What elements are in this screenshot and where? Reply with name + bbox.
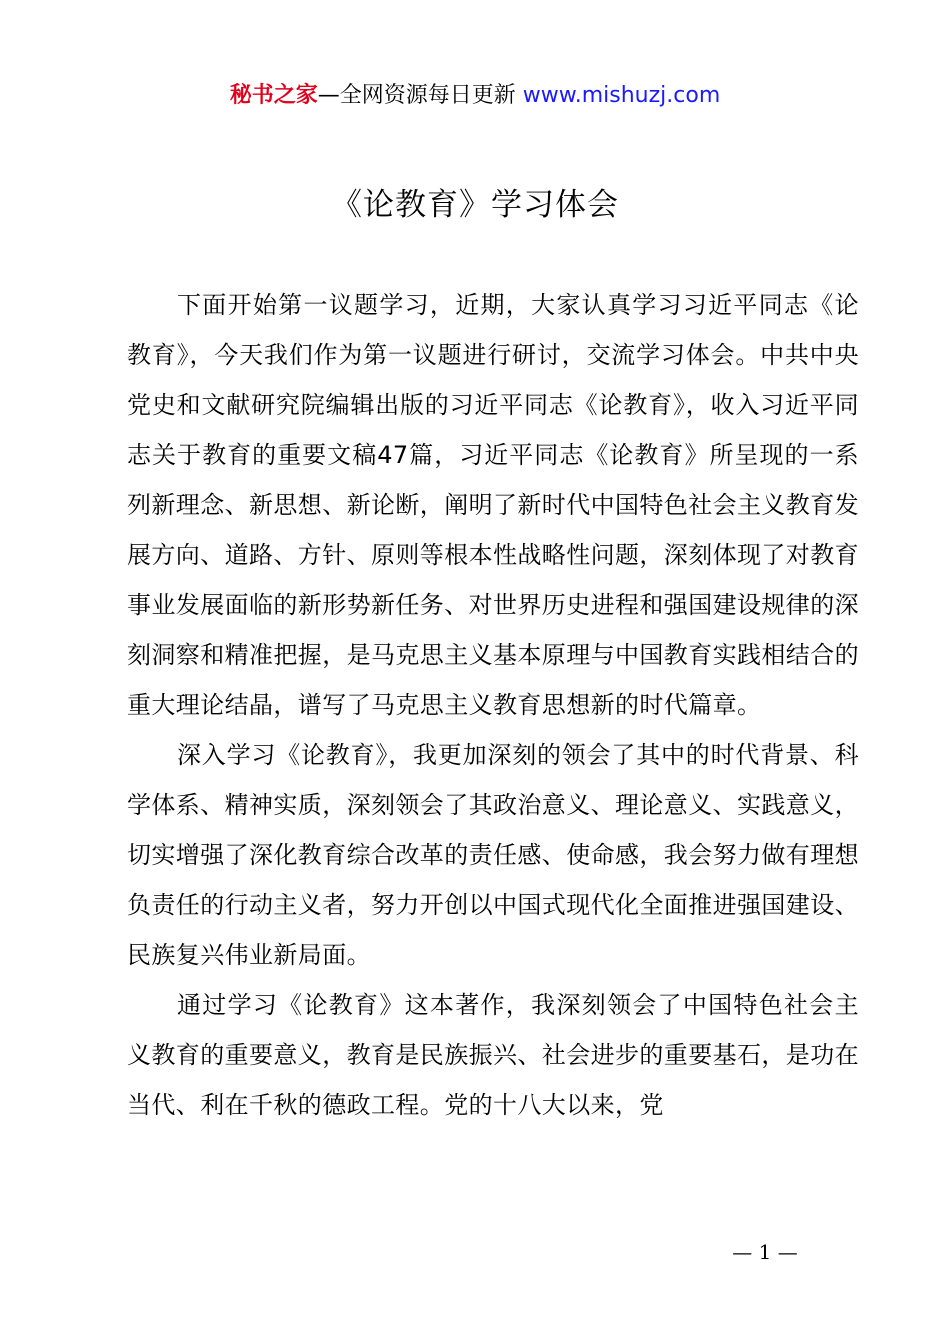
page-number: — 1 — [732,1240,798,1264]
banner-tagline: —全网资源每日更新 [317,83,523,108]
paragraph-2: 深入学习《论教育》，我更加深刻的领会了其中的时代背景、科学体系、精神实质，深刻领会了其政治意义、理论意义、实践意义，切实增强了深化教育综合改革的责任感、使命感，我会努力做有理想负责任的行动主义者，努力开创以中国式现代化全面推进强国建设、民族复兴伟业新局面。 [127,741,859,969]
paragraph-1: 下面开始第一议题学习，近期，大家认真学习习近平同志《论教育》，今天我们作为第一议题进行研讨，交流学习体会。中共中央党史和文献研究院编辑出版的习近平同志《论教育》，收入习近平同志关于教育的重要文稿47篇，习近平同志《论教育》所呈现的一系列新理念、新思想、新论断，阐明了新时代中国特色社会主义教育发展方向、道路、方针、原则等根本性战略性问题，深刻体现了对教育事业发展面临的新形势新任务、对世界历史进程和强国建设规律的深刻洞察和精准把握，是马克思主义基本原理与中国教育实践相结合的重大理论结晶，谱写了马克思主义教育思想新的时代篇章。 [127,291,859,719]
site-banner [0,80,950,112]
document-body [127,280,859,1130]
brand-name: 秘书之家 [229,83,318,108]
document-title: 《论教育》学习体会 [331,187,619,223]
site-url-link[interactable]: www.mishuzj.com [522,83,721,108]
paragraph-3: 通过学习《论教育》这本著作，我深刻领会了中国特色社会主义教育的重要意义，教育是民族振兴、社会进步的重要基石，是功在当代、利在千秋的德政工程。党的十八大以来，党 [127,991,859,1119]
